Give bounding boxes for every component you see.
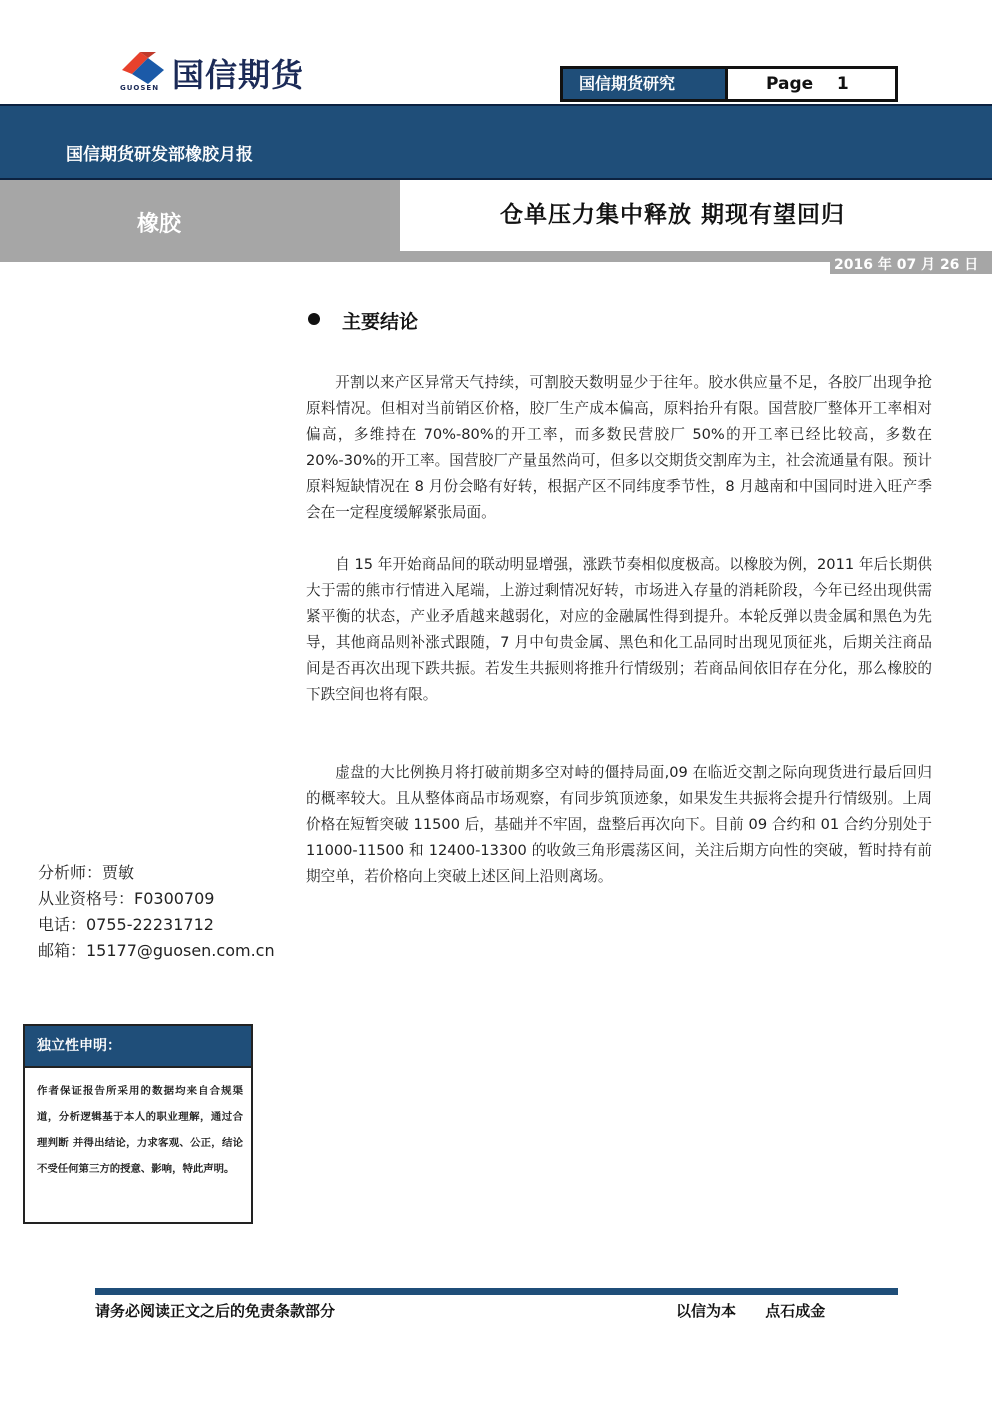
footer-disclaimer: 请务必阅读正文之后的免责条款部分 — [95, 1302, 336, 1320]
analyst-name: 分析师：贾敏 — [38, 863, 135, 882]
statement-title: 独立性申明： — [25, 1026, 251, 1068]
paragraph-3: 虚盘的大比例换月将打破前期多空对峙的僵持局面,09 在临近交割之际向现货进行最后回归的概率较大。且从整体商品市场观察，有同步筑顶迹象，如果发生共振将会提升行情级别。上周价格在短暂突破 11500 后，基础并不牢固，盘整后再次向下。目前 09 合约和 01 合约分别处于 11000-11500 和 12400-13300 的收敛三角形震荡区间，关注后期方向性的突破，暂时持有前期空单，若价格向上突破上述区间上沿则离场。 — [306, 764, 932, 885]
footer-slogan: 以信为本 点石成金 — [676, 1302, 826, 1320]
logo-subtext: GUOSEN — [120, 84, 160, 92]
analyst-email: 邮箱：15177@guosen.com.cn — [38, 941, 275, 960]
analyst-info — [38, 860, 275, 964]
section-heading: 主要结论 — [342, 311, 419, 333]
logo-mark-icon — [118, 48, 166, 86]
bullet-icon — [308, 313, 320, 325]
company-logo — [118, 48, 348, 98]
paragraph-1: 开割以来产区异常天气持续，可割胶天数明显少于往年。胶水供应量不足，各胶厂出现争抢原料情况。但相对当前销区价格，胶厂生产成本偏高，原料抬升有限。国营胶厂整体开工率相对偏高，多维持在 70%-80%的开工率，而多数民营胶厂 50%的开工率已经比较高，多数在 20%-30%的开工率。国营胶厂产量虽然尚可，但多以交期货交割库为主，社会流通量有限。预计原料短缺情况在 8 月份会略有好转，根据产区不同纬度季节性，8 月越南和中国同时进入旺产季会在一定程度缓解紧张局面。 — [306, 374, 932, 521]
independence-statement — [23, 1024, 253, 1224]
page-number: 1 — [836, 74, 849, 94]
page-label: Page — [766, 74, 814, 94]
statement-body: 作者保证报告所采用的数据均来自合规渠道，分析逻辑基于本人的职业理解，通过合理判断 并得出结论，力求客观、公正，结论不受任何第三方的授意、影响，特此声明。 — [37, 1085, 243, 1175]
page-indicator — [728, 66, 898, 102]
paragraph-2: 自 15 年开始商品间的联动明显增强，涨跌节奏相似度极高。以橡胶为例，2011 年后长期供大于需的熊市行情进入尾端，上游过剩情况好转，市场进入存量的消耗阶段，今年已经出现供需紧平衡的状态，产业矛盾越来越弱化，对应的金融属性得到提升。本轮反弹以贵金属和黑色为先导，其他商品则补涨式跟随，7 月中旬贵金属、黑色和化工品同时出现见顶征兆，后期关注商品间是否再次出现下跌共振。若发生共振则将推升行情级别；若商品间依旧存在分化，那么橡胶的下跌空间也将有限。 — [306, 556, 932, 703]
category-label: 橡胶 — [137, 212, 182, 237]
logo-text: 国信期货 — [172, 56, 305, 94]
research-tab: 国信期货研究 — [560, 66, 728, 102]
analyst-license: 从业资格号：F0300709 — [38, 889, 215, 908]
report-series-title: 国信期货研发部橡胶月报 — [66, 145, 253, 165]
analyst-phone: 电话：0755-22231712 — [38, 915, 214, 934]
footer-rule — [95, 1288, 898, 1295]
report-date: 2016 年 07 月 26 日 — [834, 257, 979, 273]
category-panel — [0, 180, 400, 252]
report-title: 仓单压力集中释放 期现有望回归 — [500, 201, 846, 228]
